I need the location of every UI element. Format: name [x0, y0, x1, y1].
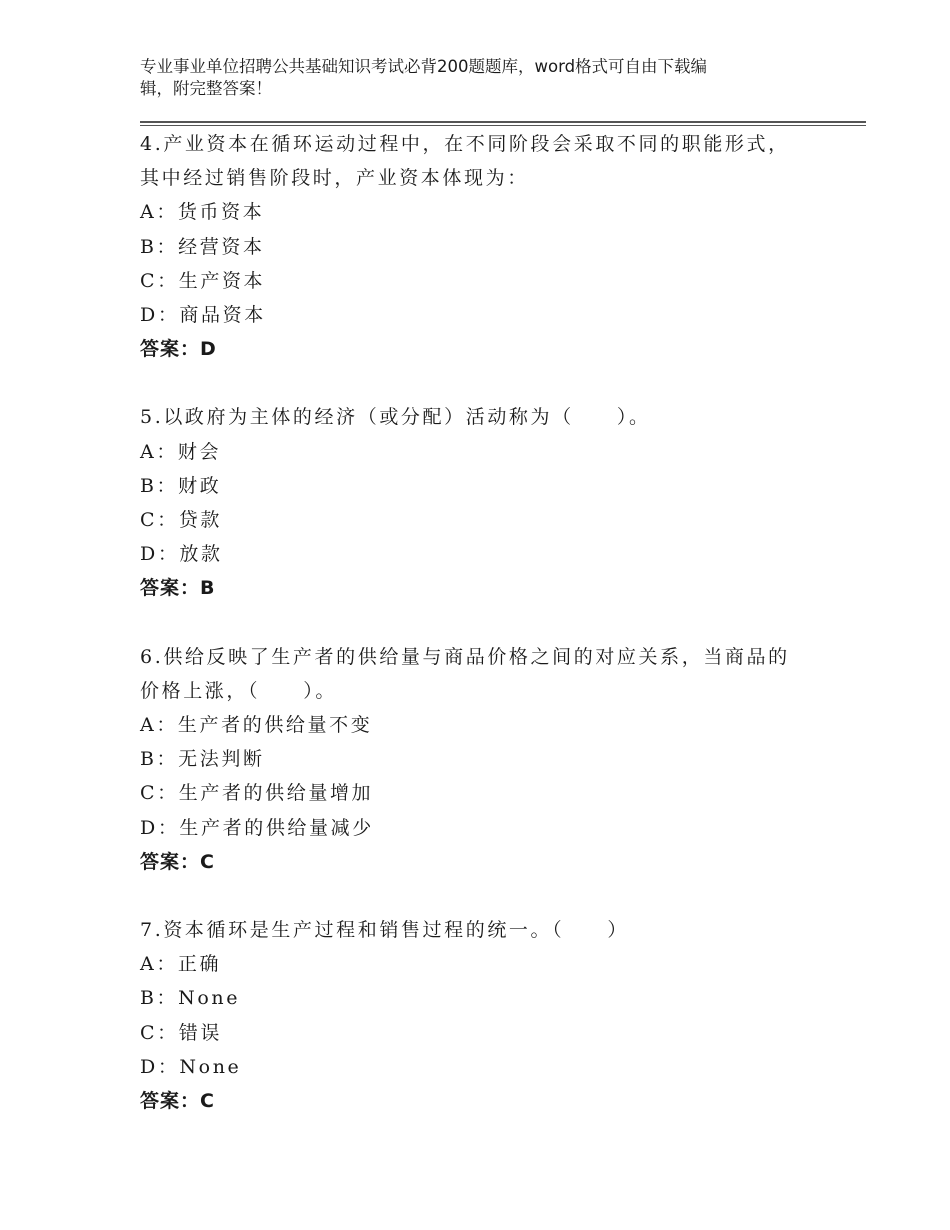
answer-label: 答案：C: [140, 850, 215, 873]
header-divider-thin: [140, 125, 866, 126]
option-a: A：正确: [140, 953, 222, 976]
question-stem-line: 其中经过销售阶段时，产业资本体现为：: [140, 167, 529, 190]
option-c: C：生产者的供给量增加: [140, 782, 374, 805]
option-d: D：商品资本: [140, 304, 266, 327]
question-list: [140, 127, 840, 1152]
option-b: B：None: [140, 987, 241, 1010]
option-c: C：生产资本: [140, 269, 266, 292]
question-6: [140, 640, 840, 879]
question-stem-line: 5.以政府为主体的经济（或分配）活动称为（ ）。: [140, 406, 651, 429]
question-stem-line: 7.资本循环是生产过程和销售过程的统一。（ ）: [140, 919, 630, 942]
question-stem-line: 6.供给反映了生产者的供给量与商品价格之间的对应关系，当商品的: [140, 645, 790, 668]
question-stem: [140, 127, 840, 195]
option-a: A：货币资本: [140, 201, 265, 224]
question-stem: [140, 913, 840, 947]
option-d: D：生产者的供给量减少: [140, 816, 374, 839]
document-header: [140, 56, 800, 100]
option-d: D：None: [140, 1055, 242, 1078]
header-divider-thick: [140, 121, 866, 123]
option-d: D：放款: [140, 543, 223, 566]
option-b: B：无法判断: [140, 748, 265, 771]
question-stem-line: 4.产业资本在循环运动过程中，在不同阶段会采取不同的职能形式，: [140, 133, 790, 155]
answer-label: 答案：D: [140, 338, 217, 361]
question-stem-line: 价格上涨，（ ）。: [140, 679, 338, 702]
answer-label: 答案：C: [140, 1090, 215, 1113]
header-line-1: 专业事业单位招聘公共基础知识考试必背200题题库，word格式可自由下载编: [140, 57, 708, 76]
header-line-2: 辑，附完整答案！: [140, 79, 272, 98]
question-7: [140, 913, 840, 1118]
option-c: C：错误: [140, 1021, 222, 1044]
option-a: A：生产者的供给量不变: [140, 714, 373, 737]
question-stem: [140, 400, 840, 434]
option-a: A：财会: [140, 440, 222, 463]
question-5: [140, 400, 840, 605]
answer-label: 答案：B: [140, 577, 216, 600]
question-4: [140, 127, 840, 366]
option-c: C：贷款: [140, 509, 222, 532]
question-stem: [140, 640, 840, 708]
option-b: B：经营资本: [140, 235, 265, 258]
option-b: B：财政: [140, 474, 222, 497]
